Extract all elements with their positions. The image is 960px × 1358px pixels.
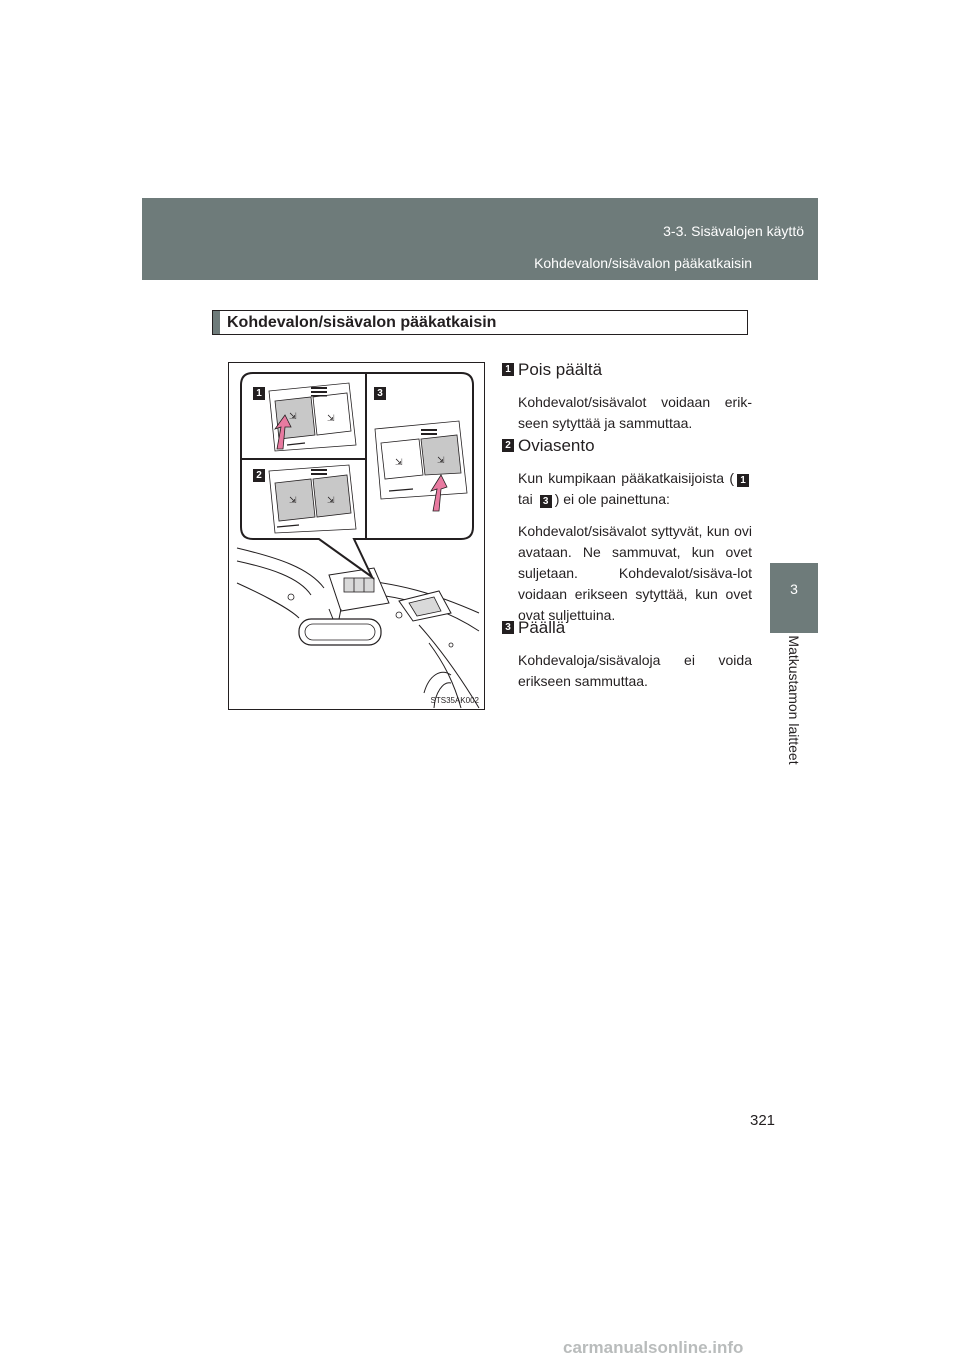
chapter-number: 3 — [790, 581, 798, 597]
item-on-title: Päällä — [518, 618, 566, 637]
header-band — [142, 198, 818, 280]
item-off-title: Pois päältä — [518, 360, 603, 379]
item-door — [502, 436, 752, 637]
page-number: 321 — [750, 1112, 776, 1129]
item-on-text: Kohdevaloja/sisävaloja ei voida erikseen sammuttaa. — [518, 652, 752, 689]
figure-label-2: 2 — [253, 469, 265, 482]
item-door-ref-3: 3 — [540, 495, 552, 508]
item-off-text: Kohdevalot/sisävalot voidaan erik-seen sytyttää ja sammuttaa. — [518, 394, 752, 431]
item-on-description — [518, 650, 752, 692]
item-off-heading — [502, 360, 752, 382]
svg-text:⇲: ⇲ — [289, 495, 297, 505]
item-on-heading — [502, 618, 752, 640]
item-door-text-close: ) ei ole painettuna: — [554, 491, 670, 507]
figure-label-1: 1 — [253, 387, 265, 400]
svg-text:⇲: ⇲ — [327, 495, 335, 505]
section-title: Kohdevalon/sisävalon pääkatkaisin — [227, 314, 497, 331]
chapter-tab — [770, 563, 818, 633]
item-door-text-open: Kun kumpikaan pääkatkaisijoista ( — [518, 470, 734, 486]
item-off — [502, 360, 752, 445]
item-on-badge: 3 — [502, 621, 514, 634]
item-door-badge: 2 — [502, 439, 514, 452]
item-door-description — [518, 468, 752, 626]
item-door-text: Kohdevalot/sisävalot syttyvät, kun ovi avataan. Ne sammuvat, kun ovet suljetaan. Kohdevalot/sisäva-lot voidaan erikseen sytyttää, kun ovet ovat suljettuina. — [518, 523, 752, 623]
svg-text:⇲: ⇲ — [327, 413, 335, 423]
item-on — [502, 618, 752, 703]
overhead-console-drawing — [229, 363, 485, 710]
section-heading-bar — [213, 311, 220, 334]
header-section-title: 3-3. Sisävalojen käyttö — [663, 223, 804, 239]
header-subsection-title: Kohdevalon/sisävalon pääkatkaisin — [534, 255, 752, 271]
svg-text:⇲: ⇲ — [289, 411, 297, 421]
item-off-description — [518, 392, 752, 434]
item-off-badge: 1 — [502, 363, 514, 376]
svg-text:⇲: ⇲ — [437, 455, 445, 465]
item-door-title: Oviasento — [518, 436, 595, 455]
watermark: carmanualsonline.info — [563, 1338, 744, 1357]
section-heading — [212, 310, 748, 335]
item-door-condition — [518, 468, 752, 510]
chapter-label: Matkustamon laitteet — [786, 635, 802, 765]
item-door-ref-1: 1 — [737, 474, 749, 487]
figure-label-3: 3 — [374, 387, 386, 400]
item-door-text-mid: tai — [518, 491, 537, 507]
svg-text:⇲: ⇲ — [395, 457, 403, 467]
item-door-heading — [502, 436, 752, 458]
figure-code: STS35AK002 — [430, 696, 479, 705]
switch-illustration — [228, 362, 485, 710]
